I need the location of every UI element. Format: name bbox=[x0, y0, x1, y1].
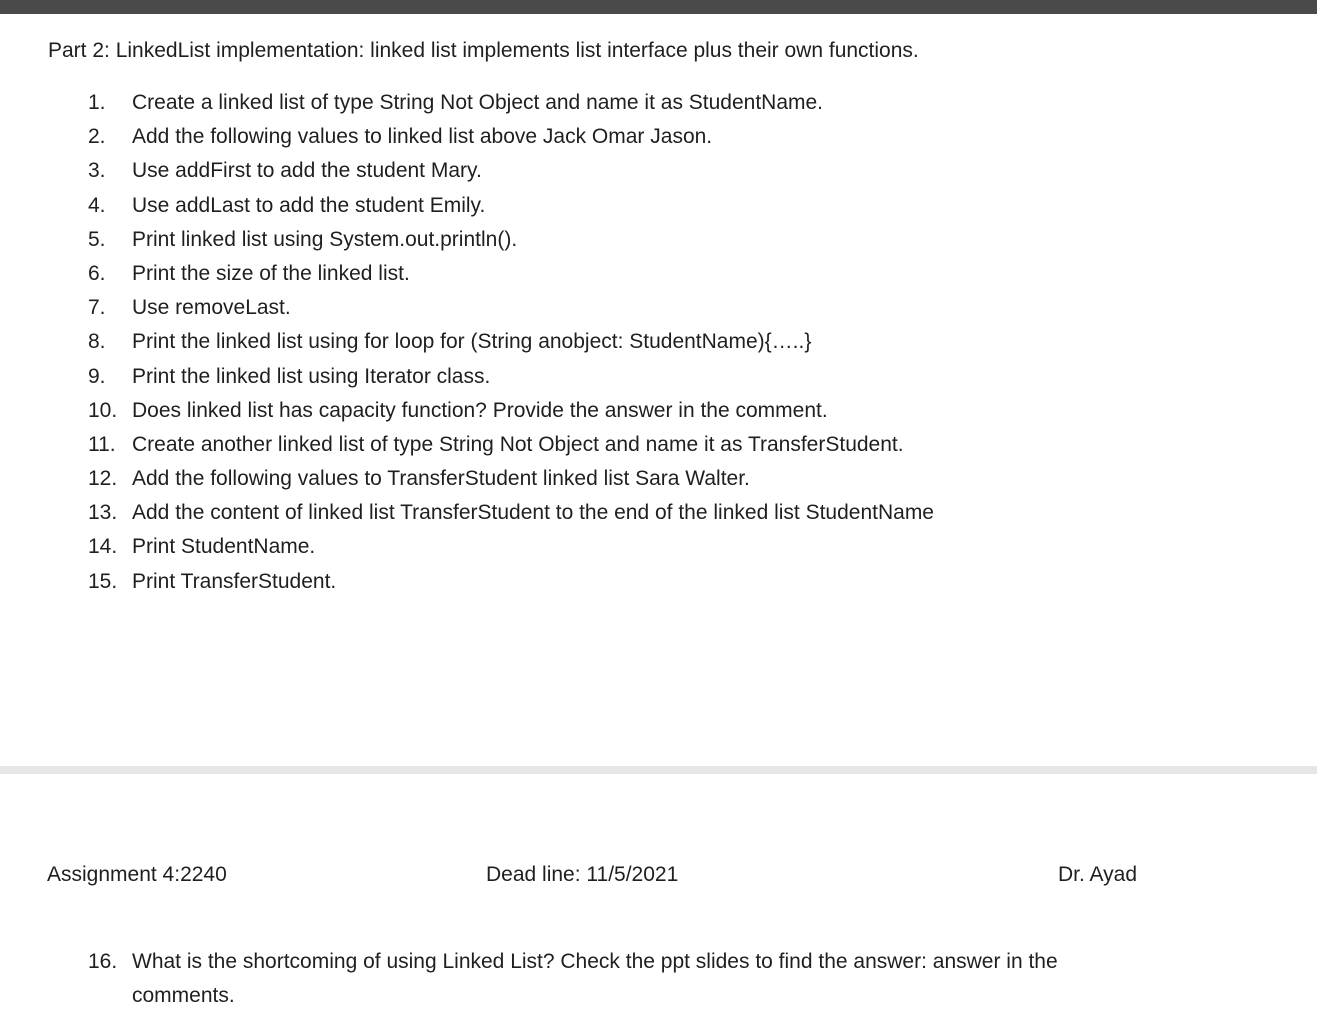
task-number: 8. bbox=[88, 330, 106, 354]
task-number: 2. bbox=[88, 125, 106, 149]
task-number: 5. bbox=[88, 227, 106, 251]
task-text: Use addLast to add the student Emily. bbox=[132, 193, 486, 217]
task-number: 14. bbox=[88, 535, 118, 559]
section-heading: Part 2: LinkedList implementation: linked list implements list interface plus their own functions. bbox=[48, 39, 919, 62]
task-number: 9. bbox=[88, 364, 106, 388]
window-top-bar bbox=[0, 0, 1317, 14]
task-text: Does linked list has capacity function? Provide the answer in the comment. bbox=[132, 398, 828, 422]
task-number: 12. bbox=[88, 467, 118, 491]
task-text: Use removeLast. bbox=[132, 296, 291, 320]
task-text: Print TransferStudent. bbox=[132, 569, 337, 593]
task-text: Print StudentName. bbox=[132, 535, 316, 559]
task-text: Print the linked list using for loop for (String anobject: StudentName){…..} bbox=[132, 330, 812, 354]
task-text: Print the linked list using Iterator class. bbox=[132, 364, 491, 388]
task-number: 16. bbox=[88, 950, 118, 973]
task-number: 7. bbox=[88, 296, 106, 320]
task-number: 10. bbox=[88, 398, 118, 422]
task-text: Add the following values to TransferStudent linked list Sara Walter. bbox=[132, 467, 750, 491]
task-text: Print linked list using System.out.println(). bbox=[132, 227, 518, 251]
task-number: 15. bbox=[88, 569, 118, 593]
task-number: 4. bbox=[88, 193, 106, 217]
task-text: Use addFirst to add the student Mary. bbox=[132, 159, 482, 183]
task-number: 11. bbox=[88, 432, 116, 456]
task-number: 3. bbox=[88, 159, 106, 183]
task-text: Add the content of linked list TransferStudent to the end of the linked list StudentName bbox=[132, 501, 934, 525]
task-text: Create a linked list of type String Not Object and name it as StudentName. bbox=[132, 91, 824, 114]
footer-deadline: Dead line: 11/5/2021 bbox=[486, 863, 679, 886]
task-text: What is the shortcoming of using Linked List? Check the ppt slides to find the answer: answer in the comments. bbox=[132, 950, 1058, 1007]
task-number: 13. bbox=[88, 501, 118, 525]
task-text: Create another linked list of type String Not Object and name it as TransferStudent. bbox=[132, 432, 904, 456]
page-break-divider bbox=[0, 766, 1317, 774]
task-text: Add the following values to linked list above Jack Omar Jason. bbox=[132, 125, 713, 149]
task-number: 6. bbox=[88, 261, 106, 285]
footer-assignment: Assignment 4:2240 bbox=[47, 863, 227, 886]
footer-author: Dr. Ayad bbox=[1058, 863, 1137, 886]
task-number: 1. bbox=[88, 91, 106, 114]
task-text: Print the size of the linked list. bbox=[132, 261, 410, 285]
